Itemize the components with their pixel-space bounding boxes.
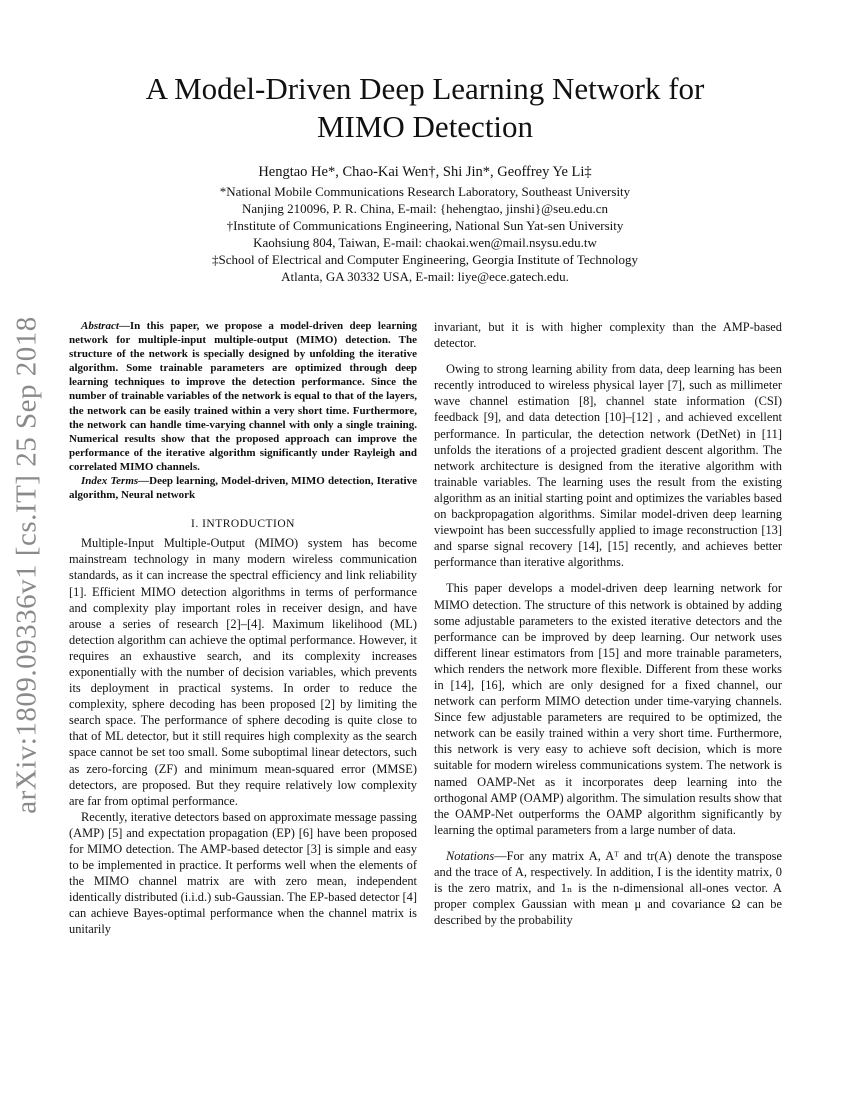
paper-title-line-1: A Model-Driven Deep Learning Network for xyxy=(145,71,705,106)
body-paragraph: Multiple-Input Multiple-Output (MIMO) system has become mainstream technology in many modern wireless communication standards, as it can increase the spectral efficiency and link reliability [1]. Efficient MIMO detection algorithms in terms of performance and complexity play important roles in receiver design, and have arouse a series of research [2]–[4]. Maximum likelihood (ML) detection algorithm can achieve the optimal performance. However, it requires an exhaustive search, and its complexity increases exponentially with the number of decision variables, which prevents its deployment in practical systems. In order to reduce the complexity, sphere decoding has been proposed [2] by limiting the search space. The performance of sphere decoding is quite close to that of ML detector, but it still requires high complexity as the search space cannot be set too small. Some suboptimal linear detectors, such as zero-forcing (ZF) and minimum mean-squared error (MMSE) detectors, are proposed. But they require relatively low complexity are far from optimal performance. xyxy=(69,536,417,808)
affiliation-line: Nanjing 210096, P. R. China, E-mail: {hehengtao, jinshi}@seu.edu.cn xyxy=(241,201,609,217)
affiliation-line: Atlanta, GA 30332 USA, E-mail: liye@ece.gatech.edu. xyxy=(281,269,569,285)
affiliation-line: Kaohsiung 804, Taiwan, E-mail: chaokai.wen@mail.nsysu.edu.tw xyxy=(253,235,597,251)
body-paragraph: Owing to strong learning ability from data, deep learning has been recently introduced to wireless physical layer [7], such as millimeter wave channel estimation [8], channel state information (CSI) feedback [9], and data detection [10]–[12] , and achieved excellent performance. In particular, the detection network (DetNet) in [11] unfolds the iterations of a projected gradient descent algorithm. The network architecture is designed from the iterative algorithm with trainable variables. The learning uses the result from the existing algorithm as an initial starting point and optimizes the variables based on backpropagation algorithms. Similar model-driven deep learning viewpoint has been successfully applied to image reconstruction [13] and sparse signal recovery [14], [15] recently, and achieves better performance than iterative algorithms. xyxy=(434,362,782,570)
notations-text: —For any matrix A, Aᵀ and tr(A) denote the transpose and the trace of A, respectively. In addition, I is the identity matrix, 0 is the zero matrix, and 1ₙ is the n-dimensional all-ones vector. A proper complex Gaussian with mean μ and covariance Ω can be described by the probability xyxy=(434,848,782,928)
paper-title-line-2: MIMO Detection xyxy=(316,109,534,144)
notations-label: Notations xyxy=(446,848,495,863)
abstract-label: Abstract xyxy=(81,320,119,332)
author-list: Hengtao He*, Chao-Kai Wen†, Shi Jin*, Geoffrey Ye Li‡ xyxy=(258,164,592,180)
affiliation-line: ‡School of Electrical and Computer Engineering, Georgia Institute of Technology xyxy=(211,252,639,268)
arxiv-identifier-text: arXiv:1809.09336v1 [cs.IT] 25 Sep 2018 xyxy=(10,316,43,814)
body-paragraph: Recently, iterative detectors based on approximate message passing (AMP) [5] and expectation propagation (EP) [6] have been proposed for MIMO detection. The AMP-based detector [3] is simple and easy to be implemented in practice. It performs well when the elements of the MIMO channel matrix are with zero mean, independent identically distributed (i.i.d.) sub-Gaussian. The EP-based detector [4] can achieve Bayes-optimal performance when the channel matrix is unitarily xyxy=(69,809,417,937)
index-terms xyxy=(69,474,417,502)
abstract-text: —In this paper, we propose a model-driven deep learning network for multiple-input multiple-output (MIMO) detection. The structure of the network is specially designed by unfolding the iterative algorithm. Some trainable parameters are optimized through deep learning techniques to improve the detection performance. Since the number of trainable variables of the network is equal to that of the layers, the network can be easily trained within a very short time. Furthermore, the network can handle time-varying channel with only a single training. Numerical results show that the proposed approach can improve the performance of the iterative algorithm significantly under Rayleigh and correlated MIMO channels. xyxy=(69,320,417,473)
author-block xyxy=(110,163,740,286)
paper-title xyxy=(60,70,790,146)
body-paragraph-continued: invariant, but it is with higher complexity than the AMP-based detector. xyxy=(434,320,782,351)
index-terms-text: —Deep learning, Model-driven, MIMO detection, Iterative algorithm, Neural network xyxy=(69,475,417,502)
arxiv-identifier-stamp xyxy=(4,305,50,825)
right-column xyxy=(434,319,782,928)
abstract xyxy=(69,319,417,474)
affiliation-line: *National Mobile Communications Research Laboratory, Southeast University xyxy=(219,184,631,199)
affiliation-line: †Institute of Communications Engineering, National Sun Yat-sen University xyxy=(226,218,624,234)
index-terms-label: Index Terms xyxy=(81,475,139,488)
notations-paragraph xyxy=(434,848,782,928)
body-paragraph: This paper develops a model-driven deep learning network for MIMO detection. The structure of this network is obtained by adding some adjustable parameters to the existed iterative detectors and the performance can be improved by deep learning. Our network uses different linear estimators from [15] and more trainable parameters, which renders the network more flexible. Different from these works in [14], [16], which are only designed for a fixed channel, our network can perform MIMO detection under time-varying channels. Since few adjustable parameters are required to be optimized, the network can be easily trained within a very short time. Furthermore, this network is very easy to achieve soft decision, which is more suitable for modern wireless communications system. The network is named OAMP-Net as it incorporates deep learning into the orthogonal AMP (OAMP) algorithm. The simulation results show that the OAMP-Net outperforms the OAMP algorithm significantly by learning the optimal parameters from a large number of data. xyxy=(434,581,782,837)
left-column xyxy=(69,319,417,938)
section-heading: I. INTRODUCTION xyxy=(191,518,295,531)
